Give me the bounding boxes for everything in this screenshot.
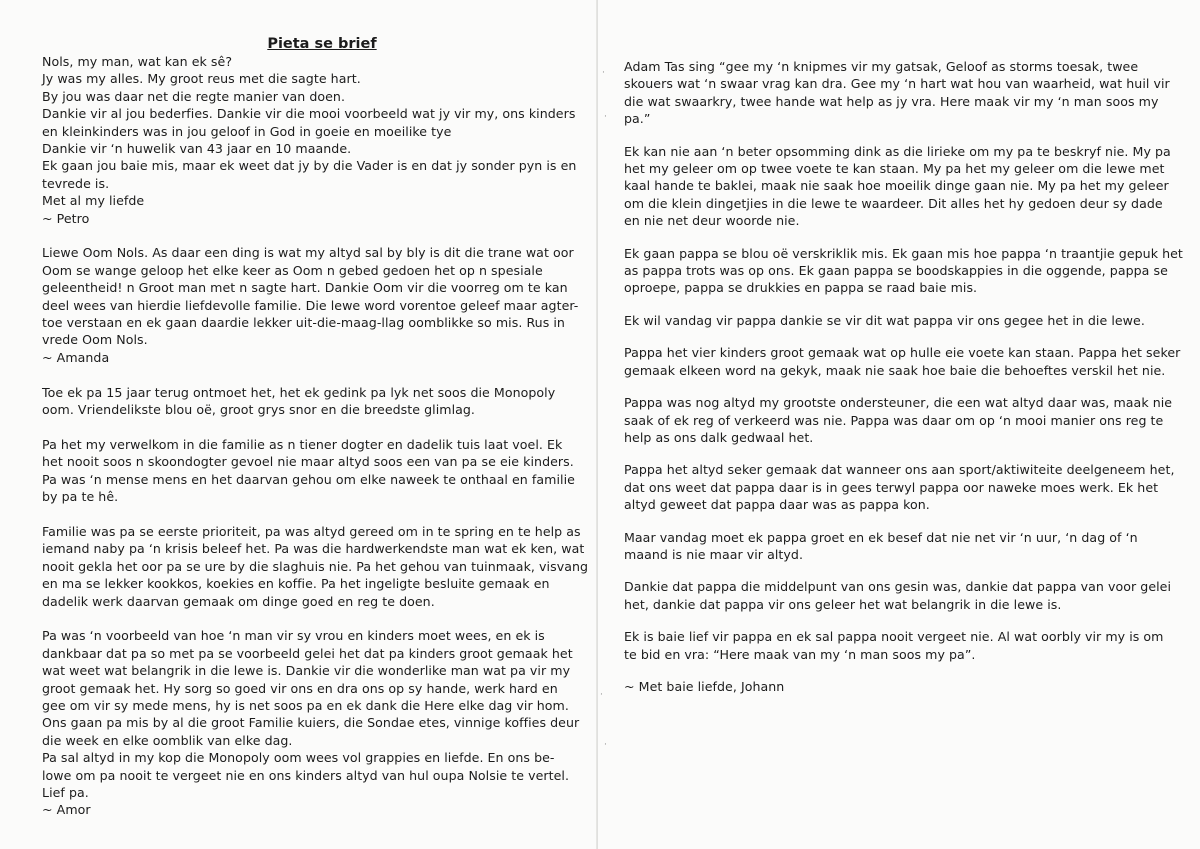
text-line: by pa te hê. bbox=[42, 489, 119, 505]
text-line: By jou was daar net die regte manier van doen. bbox=[42, 88, 346, 104]
text-line: pa.” bbox=[624, 111, 651, 127]
text-line: Ek is baie lief vir pappa en ek sal pappa nooit vergeet nie. Al wat oorbly vir my is om bbox=[624, 629, 1164, 645]
text-line: Ek gaan pappa se blou oë verskriklik mis. Ek gaan mis hoe pappa ‘n traantjie gepuk het bbox=[624, 245, 1183, 261]
text-line: oom. Vriendelikste blou oë, groot grys snor en die breedste glimlag. bbox=[42, 402, 475, 418]
text-line: toe verstaan en ek gaan daardie lekker uit-die-maag-llag oomblikke so mis. Rus in bbox=[42, 315, 565, 331]
right-paragraph bbox=[624, 58, 1170, 128]
text-line: Ons gaan pa mis by al die groot Familie kuiers, die Sondae etes, vinnige koffies deur bbox=[42, 715, 580, 731]
text-line: lowe om pa nooit te vergeet nie en ons kinders altyd van hul oupa Nolsie te vertel. bbox=[42, 767, 569, 783]
text-line: dat ons weet dat pappa daar is in gees terwyl pappa oor naweke moes werk. Ek het bbox=[624, 479, 1159, 495]
text-line: Pa was ‘n mense mens en het daarvan gehou om elke naweek te onthaal en familie bbox=[42, 471, 575, 487]
letter-title: Pieta se brief bbox=[267, 36, 377, 52]
text-line: Lief pa. bbox=[42, 784, 89, 800]
right-paragraph bbox=[624, 628, 1170, 663]
text-line: ~ Petro bbox=[42, 210, 90, 226]
text-line: die week en elke oomblik van elke dag. bbox=[42, 732, 293, 748]
text-line: kaal hande te baklei, maak nie saak hoe moeilik dinge gaan nie. My pa het my geleer bbox=[624, 178, 1169, 194]
text-line: Dankie vir ‘n huwelik van 43 jaar en 10 maande. bbox=[42, 141, 352, 157]
left-paragraph bbox=[42, 523, 588, 610]
right-paragraph bbox=[624, 143, 1170, 230]
text-line: om die klein dingetjies in die lewe te waardeer. Dit alles het hy gedoen deur sy dade bbox=[624, 195, 1163, 211]
text-line: die wat swaarkry, twee hande wat help as jy vra. Here maak vir my ‘n man soos my bbox=[624, 93, 1159, 109]
text-line: Pa sal altyd in my kop die Monopoly oom wees vol grappies en liefde. En ons be- bbox=[42, 750, 555, 766]
text-line: en ma se lekker kookkos, koekies en koffie. Pa het ingeligte besluite gemaak en bbox=[42, 576, 550, 592]
text-line: Familie was pa se eerste prioriteit, pa was altyd gereed om in te spring en te help as bbox=[42, 523, 581, 539]
text-line: het nooit soos n skoondogter gevoel nie maar altyd soos een van pa se eie kinders. bbox=[42, 454, 574, 470]
text-line: het my geleer om op twee voete te kan staan. My pa het my geleer om die lewe met bbox=[624, 161, 1165, 177]
text-line: help as ons dalk gedwaal het. bbox=[624, 429, 814, 445]
right-paragraph bbox=[624, 461, 1175, 513]
text-line: altyd geweet dat pappa daar was as pappa kon. bbox=[624, 497, 930, 513]
text-line: dadelik werk daarvan gemaak om dinge goed en reg te doen. bbox=[42, 593, 435, 609]
left-paragraph bbox=[42, 244, 588, 366]
right-paragraph bbox=[624, 529, 1170, 564]
text-line: ~ Amor bbox=[42, 802, 91, 818]
text-line: gee om vir sy mede mens, hy is net soos pa en ek dank die Here elke dag vir hom. bbox=[42, 697, 569, 713]
text-line: Pa was ‘n voorbeeld van hoe ‘n man vir sy vrou en kinders moet wees, en ek is bbox=[42, 628, 545, 644]
text-line: het, dankie dat pappa vir ons geleer het wat belangrik in die lewe is. bbox=[624, 596, 1062, 612]
text-line: ~ Met baie liefde, Johann bbox=[624, 678, 785, 694]
text-line: Pappa het vier kinders groot gemaak wat op hulle eie voete kan staan. Pappa het seker bbox=[624, 345, 1181, 361]
text-line: as pappa trots was op ons. Ek gaan pappa se boodskappies in die oggende, pappa se bbox=[624, 263, 1168, 279]
text-line: Pa het my verwelkom in die familie as n tiener dogter en dadelik tuis laat voel. Ek bbox=[42, 436, 563, 452]
text-line: maand is nie maar vir altyd. bbox=[624, 546, 803, 562]
right-paragraph bbox=[624, 312, 1170, 329]
text-line: en kleinkinders was in jou geloof in God in goeie en moeilike tye bbox=[42, 123, 452, 139]
text-line: Pappa was nog altyd my grootste ondersteuner, die een wat altyd daar was, maak nie bbox=[624, 395, 1173, 411]
text-line: Maar vandag moet ek pappa groet en ek besef dat nie net vir ‘n uur, ‘n dag of ‘n bbox=[624, 529, 1138, 545]
right-paragraph bbox=[624, 245, 1183, 297]
text-line: Nols, my man, wat kan ek sê? bbox=[42, 54, 233, 69]
right-paragraph bbox=[624, 394, 1173, 446]
text-line: deel wees van hierdie liefdevolle familie. Die lewe word vorentoe geleef maar agter- bbox=[42, 297, 579, 313]
text-line: wat weet wat belangrik in die lewe is. Dankie vir die wonderlike man wat pa vir my bbox=[42, 663, 571, 679]
text-line: Adam Tas sing “gee my ‘n knipmes vir my gatsak, Geloof as storms toesak, twee bbox=[624, 59, 1139, 74]
left-paragraph bbox=[42, 53, 588, 227]
text-line: tevrede is. bbox=[42, 175, 110, 191]
text-line: saak of ek reg of verkeerd was nie. Pappa was daar om op ‘n mooi manier ons reg te bbox=[624, 412, 1164, 428]
scan-speck: · bbox=[600, 690, 603, 700]
text-line: nooit gekla het oor pa se ure by die slaghuis nie. Pa het gehou van tuinmaak, visvang bbox=[42, 558, 589, 574]
text-line: en nie net deur woorde nie. bbox=[624, 213, 800, 229]
text-line: Ek wil vandag vir pappa dankie se vir dit wat pappa vir ons gegee het in die lewe. bbox=[624, 312, 1145, 328]
text-line: vrede Oom Nols. bbox=[42, 332, 148, 348]
left-paragraph bbox=[42, 436, 588, 506]
text-line: Ek kan nie aan ‘n beter opsomming dink as die lirieke om my pa te beskryf nie. My pa bbox=[624, 143, 1171, 159]
text-line: oproepe, pappa se drukkies en pappa se raad baie mis. bbox=[624, 280, 978, 296]
left-page-body bbox=[42, 53, 588, 819]
right-page bbox=[598, 0, 1200, 849]
text-line: Dankie dat pappa die middelpunt van ons gesin was, dankie dat pappa van voor gelei bbox=[624, 579, 1172, 595]
scan-speck: · bbox=[602, 68, 605, 78]
text-line: groot gemaak het. Hy sorg so goed vir ons en dra ons op sy hande, werk hard en bbox=[42, 680, 558, 696]
text-line: dankbaar dat pa so met pa se voorbeeld gelei het dat pa kinders groot gemaak het bbox=[42, 645, 573, 661]
text-line: Liewe Oom Nols. As daar een ding is wat my altyd sal by bly is dit die trane wat oor bbox=[42, 245, 574, 261]
text-line: ~ Amanda bbox=[42, 349, 110, 365]
text-line: Dankie vir al jou bederfies. Dankie vir die mooi voorbeeld wat jy vir my, ons kinders bbox=[42, 106, 576, 122]
text-line: Jy was my alles. My groot reus met die sagte hart. bbox=[42, 71, 361, 87]
right-paragraph bbox=[624, 578, 1170, 613]
left-paragraph bbox=[42, 627, 588, 818]
left-paragraph bbox=[42, 384, 588, 419]
text-line: skouers wat ‘n swaar vrag kan dra. Gee my ‘n hart wat hou van waarheid, wat huil vir bbox=[624, 76, 1170, 92]
text-line: iemand naby pa ‘n krisis beleef het. Pa was die hardwerkendste man wat ek ken, wat bbox=[42, 541, 585, 557]
text-line: Ek gaan jou baie mis, maar ek weet dat jy by die Vader is en dat jy sonder pyn is en bbox=[42, 158, 577, 174]
right-paragraph bbox=[624, 344, 1181, 379]
right-paragraph bbox=[624, 678, 1170, 695]
text-line: te bid en vra: “Here maak van my ‘n man soos my pa”. bbox=[624, 646, 976, 662]
right-page-body bbox=[624, 58, 1183, 695]
scan-speck: · bbox=[604, 740, 607, 750]
text-line: Met al my liefde bbox=[42, 193, 145, 209]
text-line: Pappa het altyd seker gemaak dat wanneer ons aan sport/aktiwiteite deelgeneem het, bbox=[624, 462, 1175, 478]
text-line: geleentheid! n Groot man met n sagte hart. Dankie Oom vir die voorreg om te kan bbox=[42, 280, 568, 296]
scan-speck: · bbox=[604, 112, 607, 122]
text-line: gemaak elkeen word na gekyk, maak nie saak hoe baie die behoeftes verskil het nie. bbox=[624, 362, 1166, 378]
text-line: Oom se wange geloop het elke keer as Oom n gebed gedoen het op n spesiale bbox=[42, 262, 543, 278]
text-line: Toe ek pa 15 jaar terug ontmoet het, het ek gedink pa lyk net soos die Monopoly bbox=[42, 384, 556, 400]
left-page bbox=[0, 0, 598, 849]
